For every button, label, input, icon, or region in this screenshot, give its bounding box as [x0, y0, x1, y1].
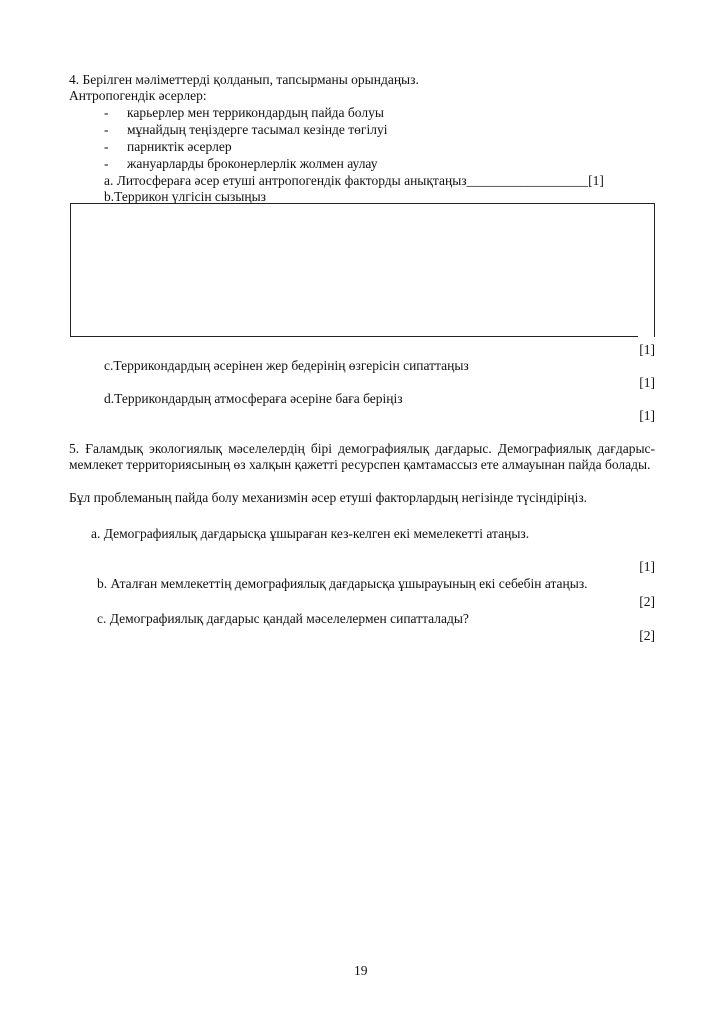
q4-part-c: c.Террикондардың әсерінен жер бедерінің өзгерісін сипаттаңыз: [104, 358, 469, 373]
q5-a-mark: [1]: [639, 559, 655, 574]
q4-title: 4. Берілген мәліметтерді қолданып, тапсырманы орындаңыз.: [69, 72, 419, 87]
list-item-text: парниктік әсерлер: [127, 139, 232, 154]
bullet-dash: -: [104, 105, 109, 120]
drawing-box[interactable]: [70, 203, 655, 337]
bullet-dash: -: [104, 139, 109, 154]
page-number: 19: [354, 963, 368, 978]
list-item: [104, 139, 232, 155]
q5-part-b: b. Аталған мемлекеттің демографиялық дағдарысқа ұшырауының екі себебін атаңыз.: [97, 576, 588, 591]
list-item-text: жануарларды броконерлерлік жолмен аулау: [127, 156, 378, 171]
q4-part-b: b.Террикон үлгісін сызыңыз: [104, 189, 267, 204]
list-item-text: карьерлер мен террикондардың пайда болуы: [127, 105, 384, 120]
q5-part-a: a. Демографиялық дағдарысқа ұшыраған кез-келген екі мемелекетті атаңыз.: [91, 526, 530, 541]
q4-part-d: d.Террикондардың атмосфераға әсеріне баға беріңіз: [104, 391, 403, 406]
q4-d-mark: [1]: [639, 408, 655, 423]
list-item: [104, 105, 384, 121]
q5-task: Бұл проблеманың пайда болу механизмін әсер етуші факторлардың негізінде түсіндіріңіз.: [69, 490, 588, 505]
q5-c-mark: [2]: [639, 628, 655, 643]
q4-part-a: a. Литосфераға әсер етуші антропогендік факторды анықтаңыз__________________[1]: [104, 173, 604, 188]
drawing-box-bottom-line: [70, 336, 638, 337]
q5-intro: 5. Ғаламдық экологиялық мәселелердің бірі демографиялық дағдарыс. Демографиялық дағдарыс-мемлекет территориясының өз халқын қажетті ресурспен қамтамассыз ете алмауынан пайда болады.: [69, 441, 655, 472]
bullet-dash: -: [104, 156, 109, 171]
bullet-dash: -: [104, 122, 109, 137]
q5-b-mark: [2]: [639, 594, 655, 609]
q4-c-mark: [1]: [639, 375, 655, 390]
list-item: [104, 122, 387, 138]
q4-subtitle: Антропогендік әсерлер:: [69, 88, 207, 103]
q4-b-mark: [1]: [639, 342, 655, 357]
list-item: [104, 156, 378, 172]
list-item-text: мұнайдың теңіздерге тасымал кезінде төгілуі: [127, 122, 388, 137]
q5-part-c: c. Демографиялық дағдарыс қандай мәселелермен сипатталады?: [97, 611, 469, 626]
